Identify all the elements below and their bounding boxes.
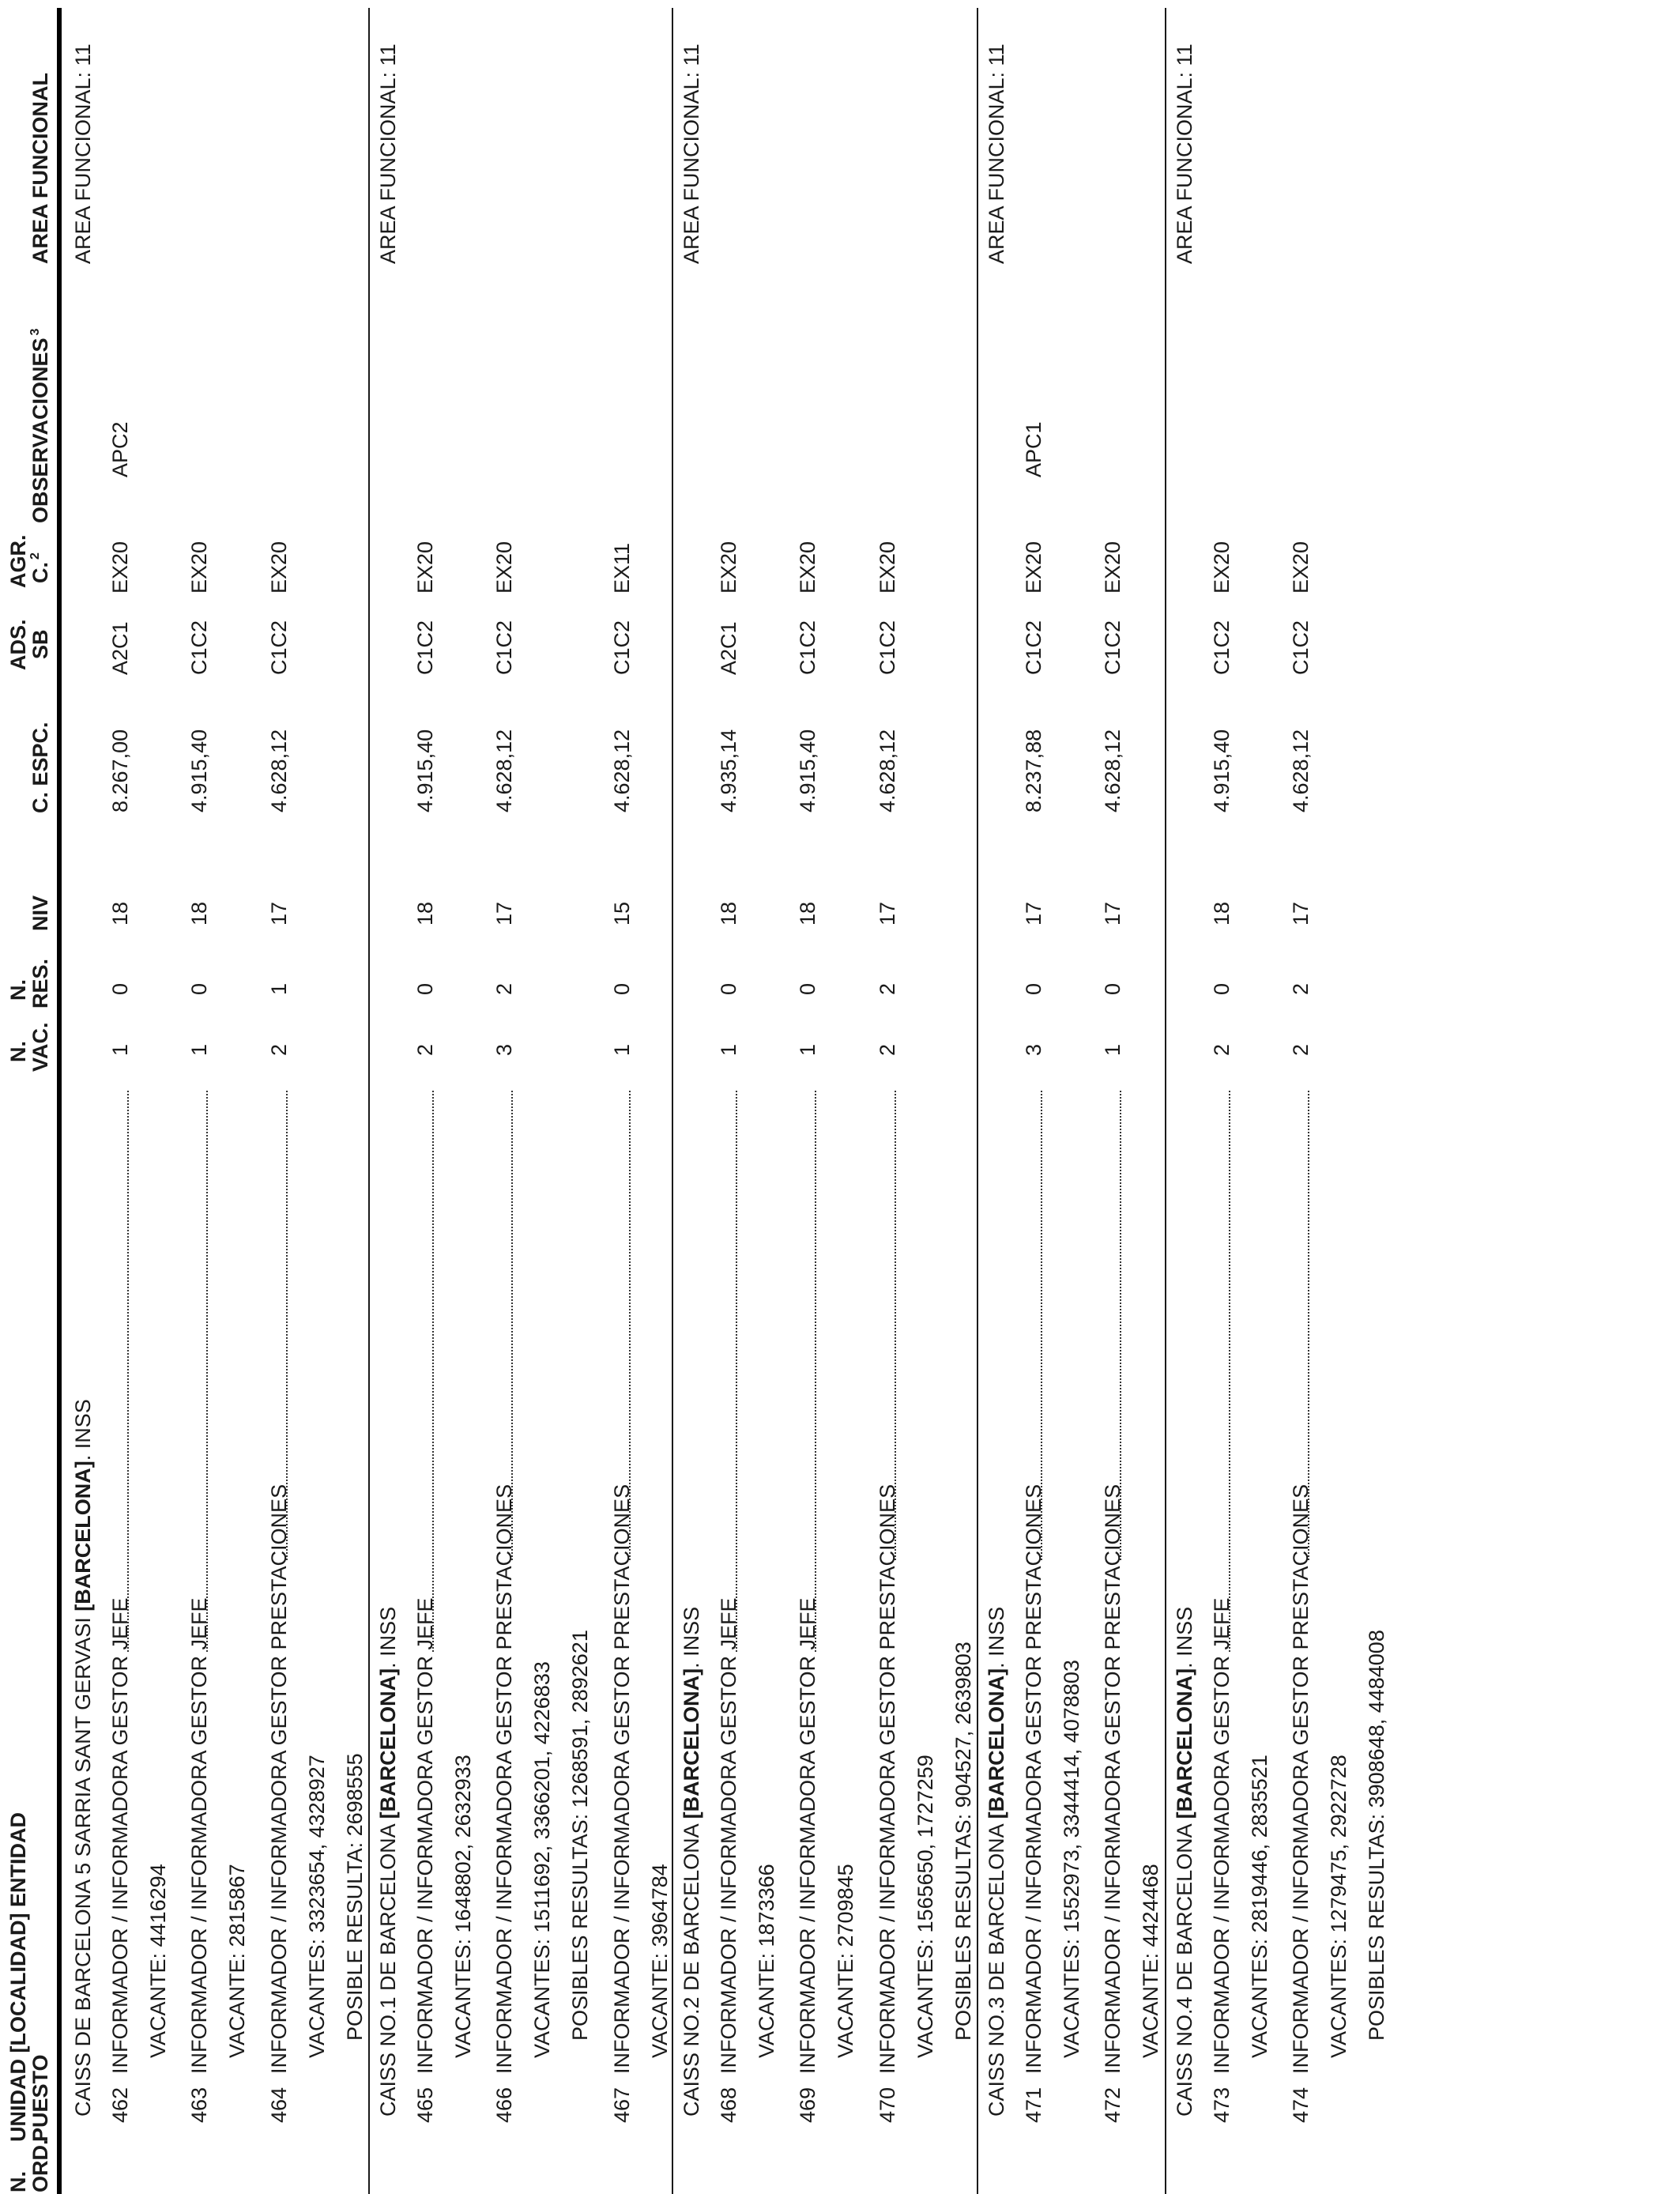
section-separator xyxy=(672,8,673,2194)
row-agr-c: EX20 xyxy=(1209,541,1234,594)
row-n-res: 2 xyxy=(1289,982,1313,995)
row-agr-c: EX20 xyxy=(412,541,437,594)
row-niv: 18 xyxy=(1209,901,1234,925)
row-posibles-resultas: POSIBLES RESULTAS: 3908648, 4484008 xyxy=(1365,1630,1389,2041)
row-number: 469 xyxy=(796,2087,820,2123)
section-title xyxy=(1174,1607,1196,2117)
dot-leader xyxy=(511,1091,513,1560)
row-number: 465 xyxy=(412,2087,437,2123)
row-n-vac: 2 xyxy=(1209,1043,1234,1056)
header-n-res-1: N. xyxy=(6,979,30,1001)
row-puesto: INFORMADOR / INFORMADORA GESTOR PRESTACIONES xyxy=(266,1483,291,2074)
row-n-vac: 1 xyxy=(107,1043,132,1056)
row-ads-sb: C1C2 xyxy=(266,620,291,675)
unit-name-part: . INSS xyxy=(1173,1606,1196,1668)
dot-leader xyxy=(286,1091,288,1560)
row-puesto: INFORMADOR / INFORMADORA GESTOR JEFE xyxy=(716,1597,740,2074)
row-niv: 17 xyxy=(1289,901,1313,925)
row-c-espc: 4.915,40 xyxy=(1209,729,1234,812)
row-observaciones: APC2 xyxy=(107,421,132,477)
header-ads-2: SB xyxy=(28,629,52,659)
header-unidad: UNIDAD [LOCALIDAD] ENTIDAD xyxy=(6,1812,30,2142)
header-n-vac-2: VAC. xyxy=(28,1022,52,1072)
row-vacantes: VACANTES: 1279475, 2922728 xyxy=(1327,1755,1351,2058)
row-ads-sb: C1C2 xyxy=(1101,620,1125,675)
row-n-res: 0 xyxy=(107,982,132,995)
row-ads-sb: C1C2 xyxy=(875,620,899,675)
dot-leader xyxy=(736,1091,737,1652)
row-vacantes: VACANTE: 4424468 xyxy=(1139,1864,1163,2058)
header-puesto: PUESTO xyxy=(28,2054,52,2142)
row-agr-c: EX20 xyxy=(1021,541,1045,594)
row-agr-c: EX20 xyxy=(875,541,899,594)
row-n-res: 0 xyxy=(609,982,634,995)
row-n-vac: 1 xyxy=(187,1043,212,1056)
area-funcional: AREA FUNCIONAL: 11 xyxy=(985,43,1008,264)
row-niv: 17 xyxy=(875,901,899,925)
row-niv: 17 xyxy=(1021,901,1045,925)
row-puesto: INFORMADOR / INFORMADORA GESTOR PRESTACIONES xyxy=(1289,1483,1313,2074)
section-title xyxy=(986,1607,1008,2117)
row-puesto: INFORMADOR / INFORMADORA GESTOR JEFE xyxy=(187,1597,212,2074)
row-n-res: 0 xyxy=(1101,982,1125,995)
header-n-vac-1: N. xyxy=(6,1041,30,1062)
row-n-vac: 1 xyxy=(1101,1043,1125,1056)
row-ads-sb: C1C2 xyxy=(796,620,820,675)
row-puesto: INFORMADOR / INFORMADORA GESTOR PRESTACIONES xyxy=(875,1483,899,2074)
row-ads-sb: C1C2 xyxy=(1021,620,1045,675)
row-c-espc: 4.628,12 xyxy=(609,729,634,812)
row-c-espc: 4.628,12 xyxy=(875,729,899,812)
row-c-espc: 4.915,40 xyxy=(187,729,212,812)
header-area-funcional: AREA FUNCIONAL xyxy=(28,73,52,264)
row-c-espc: 4.628,12 xyxy=(1101,729,1125,812)
header-agr-1: AGR. xyxy=(6,534,30,588)
section-separator xyxy=(368,8,370,2194)
row-puesto: INFORMADOR / INFORMADORA GESTOR PRESTACIONES xyxy=(609,1483,634,2074)
row-ads-sb: C1C2 xyxy=(492,620,517,675)
row-puesto: INFORMADOR / INFORMADORA GESTOR JEFE xyxy=(796,1597,820,2074)
row-vacantes: VACANTE: 2815867 xyxy=(225,1864,250,2058)
header-agr-2: C.$^2$ xyxy=(28,552,52,583)
dot-leader xyxy=(1308,1091,1309,1560)
row-number: 474 xyxy=(1289,2087,1313,2123)
row-c-espc: 4.628,12 xyxy=(266,729,291,812)
row-ads-sb: C1C2 xyxy=(1209,620,1234,675)
row-agr-c: EX20 xyxy=(107,541,132,594)
row-niv: 17 xyxy=(492,901,517,925)
unit-locality: [BARCELONA] xyxy=(71,1461,95,1612)
area-funcional: AREA FUNCIONAL: 11 xyxy=(680,43,703,264)
unit-name-part: CAISS NO.1 DE BARCELONA xyxy=(376,1819,400,2117)
section-separator xyxy=(977,8,978,2194)
row-niv: 17 xyxy=(1101,901,1125,925)
row-n-vac: 3 xyxy=(492,1043,517,1056)
row-number: 463 xyxy=(187,2087,212,2123)
dot-leader xyxy=(1041,1091,1042,1560)
row-ads-sb: C1C2 xyxy=(412,620,437,675)
row-vacantes: VACANTES: 3323654, 4328927 xyxy=(304,1755,329,2058)
row-niv: 18 xyxy=(412,901,437,925)
row-number: 466 xyxy=(492,2087,517,2123)
row-n-vac: 1 xyxy=(716,1043,740,1056)
row-number: 467 xyxy=(609,2087,634,2123)
row-niv: 18 xyxy=(716,901,740,925)
row-n-res: 0 xyxy=(1021,982,1045,995)
row-puesto: INFORMADOR / INFORMADORA GESTOR JEFE xyxy=(1209,1597,1234,2074)
row-agr-c: EX20 xyxy=(187,541,212,594)
row-n-vac: 2 xyxy=(266,1043,291,1056)
unit-name-part: CAISS DE BARCELONA 5 SARRIA SANT GERVASI xyxy=(71,1611,95,2117)
row-niv: 17 xyxy=(266,901,291,925)
header-observaciones: OBSERVACIONES$^3$ xyxy=(28,328,52,523)
row-number: 472 xyxy=(1101,2087,1125,2123)
row-number: 471 xyxy=(1021,2087,1045,2123)
row-puesto: INFORMADOR / INFORMADORA GESTOR JEFE xyxy=(107,1597,132,2074)
row-number: 464 xyxy=(266,2087,291,2123)
dot-leader xyxy=(629,1091,631,1560)
row-c-espc: 4.628,12 xyxy=(492,729,517,812)
row-vacantes: VACANTES: 1648802, 2632933 xyxy=(450,1755,475,2058)
row-number: 462 xyxy=(107,2087,132,2123)
dot-leader xyxy=(1120,1091,1121,1560)
row-n-vac: 2 xyxy=(875,1043,899,1056)
row-vacantes: VACANTE: 3964784 xyxy=(647,1864,672,2058)
unit-name-part: CAISS NO.3 DE BARCELONA xyxy=(985,1819,1008,2117)
row-posibles-resultas: POSIBLE RESULTA: 2698555 xyxy=(342,1753,367,2041)
row-number: 473 xyxy=(1209,2087,1234,2123)
row-c-espc: 4.628,12 xyxy=(1289,729,1313,812)
row-ads-sb: C1C2 xyxy=(1289,620,1313,675)
section-title xyxy=(378,1607,399,2117)
row-puesto: INFORMADOR / INFORMADORA GESTOR PRESTACIONES xyxy=(1021,1483,1045,2074)
section-title xyxy=(73,1399,94,2117)
dot-leader xyxy=(206,1091,208,1652)
unit-name-part: . INSS xyxy=(985,1606,1008,1668)
row-agr-c: EX20 xyxy=(492,541,517,594)
row-n-vac: 2 xyxy=(412,1043,437,1056)
row-niv: 18 xyxy=(107,901,132,925)
row-ads-sb: C1C2 xyxy=(187,620,212,675)
row-c-espc: 8.237,88 xyxy=(1021,729,1045,812)
row-c-espc: 4.915,40 xyxy=(796,729,820,812)
header-rule xyxy=(57,8,62,2194)
row-ads-sb: A2C1 xyxy=(716,621,740,675)
section-title xyxy=(681,1607,703,2117)
row-n-res: 2 xyxy=(492,982,517,995)
row-c-espc: 4.935,14 xyxy=(716,729,740,812)
row-agr-c: EX20 xyxy=(1289,541,1313,594)
row-ads-sb: A2C1 xyxy=(107,621,132,675)
row-posibles-resultas: POSIBLES RESULTAS: 1268591, 2892621 xyxy=(568,1630,593,2041)
unit-name-part: CAISS NO.4 DE BARCELONA xyxy=(1173,1819,1196,2117)
row-n-res: 0 xyxy=(796,982,820,995)
row-observaciones: APC1 xyxy=(1021,421,1045,477)
unit-name-part: CAISS NO.2 DE BARCELONA xyxy=(680,1819,703,2117)
row-n-res: 0 xyxy=(412,982,437,995)
row-number: 468 xyxy=(716,2087,740,2123)
row-n-vac: 1 xyxy=(609,1043,634,1056)
unit-locality: [BARCELONA] xyxy=(1173,1668,1196,1819)
row-n-res: 0 xyxy=(187,982,212,995)
dot-leader xyxy=(127,1091,129,1652)
row-n-vac: 1 xyxy=(796,1043,820,1056)
header-c-espc: C. ESPC. xyxy=(28,722,52,813)
row-n-res: 2 xyxy=(875,982,899,995)
row-number: 470 xyxy=(875,2087,899,2123)
dot-leader xyxy=(432,1091,434,1652)
row-puesto: INFORMADOR / INFORMADORA GESTOR JEFE xyxy=(412,1597,437,2074)
row-niv: 15 xyxy=(609,901,634,925)
row-c-espc: 4.915,40 xyxy=(412,729,437,812)
row-agr-c: EX20 xyxy=(1101,541,1125,594)
dot-leader xyxy=(895,1091,896,1560)
row-ads-sb: C1C2 xyxy=(609,620,634,675)
row-vacantes: VACANTE: 4416294 xyxy=(145,1864,170,2058)
row-agr-c: EX20 xyxy=(796,541,820,594)
row-n-res: 0 xyxy=(716,982,740,995)
unit-name-part: . INSS xyxy=(680,1606,703,1668)
row-agr-c: EX11 xyxy=(609,542,634,594)
section-separator xyxy=(1165,8,1166,2194)
row-agr-c: EX20 xyxy=(266,541,291,594)
row-niv: 18 xyxy=(187,901,212,925)
unit-locality: [BARCELONA] xyxy=(376,1668,400,1819)
row-vacantes: VACANTES: 1552973, 3344414, 4078803 xyxy=(1059,1660,1083,2058)
row-vacantes: VACANTES: 2819446, 2835521 xyxy=(1247,1755,1271,2058)
header-ads-1: ADS. xyxy=(6,619,30,670)
row-n-res: 1 xyxy=(266,982,291,995)
unit-locality: [BARCELONA] xyxy=(680,1668,703,1819)
unit-name-part: . INSS xyxy=(376,1606,400,1668)
row-posibles-resultas: POSIBLES RESULTAS: 904527, 2639803 xyxy=(951,1642,975,2041)
dot-leader xyxy=(1229,1091,1230,1652)
row-n-res: 0 xyxy=(1209,982,1234,995)
row-puesto: INFORMADOR / INFORMADORA GESTOR PRESTACIONES xyxy=(1101,1483,1125,2074)
header-n-res-2: RES. xyxy=(28,958,52,1008)
header-n-ord-1: N. xyxy=(6,2171,30,2192)
row-c-espc: 8.267,00 xyxy=(107,729,132,812)
row-agr-c: EX20 xyxy=(716,541,740,594)
dot-leader xyxy=(815,1091,816,1652)
row-puesto: INFORMADOR / INFORMADORA GESTOR PRESTACIONES xyxy=(492,1483,517,2074)
area-funcional: AREA FUNCIONAL: 11 xyxy=(1173,43,1196,264)
unit-name-part: . INSS xyxy=(71,1399,95,1461)
area-funcional: AREA FUNCIONAL: 11 xyxy=(71,43,95,264)
row-vacantes: VACANTE: 2709845 xyxy=(834,1864,858,2058)
header-niv: NIV xyxy=(28,895,52,931)
unit-locality: [BARCELONA] xyxy=(985,1668,1008,1819)
row-vacantes: VACANTES: 1565650, 1727259 xyxy=(913,1755,937,2058)
row-vacantes: VACANTE: 1873366 xyxy=(754,1864,778,2058)
row-niv: 18 xyxy=(796,901,820,925)
row-n-vac: 3 xyxy=(1021,1043,1045,1056)
row-vacantes: VACANTES: 1511692, 3366201, 4226833 xyxy=(530,1661,555,2058)
row-n-vac: 2 xyxy=(1289,1043,1313,1056)
header-n-ord-2: ORD. xyxy=(28,2139,52,2192)
area-funcional: AREA FUNCIONAL: 11 xyxy=(376,43,400,264)
